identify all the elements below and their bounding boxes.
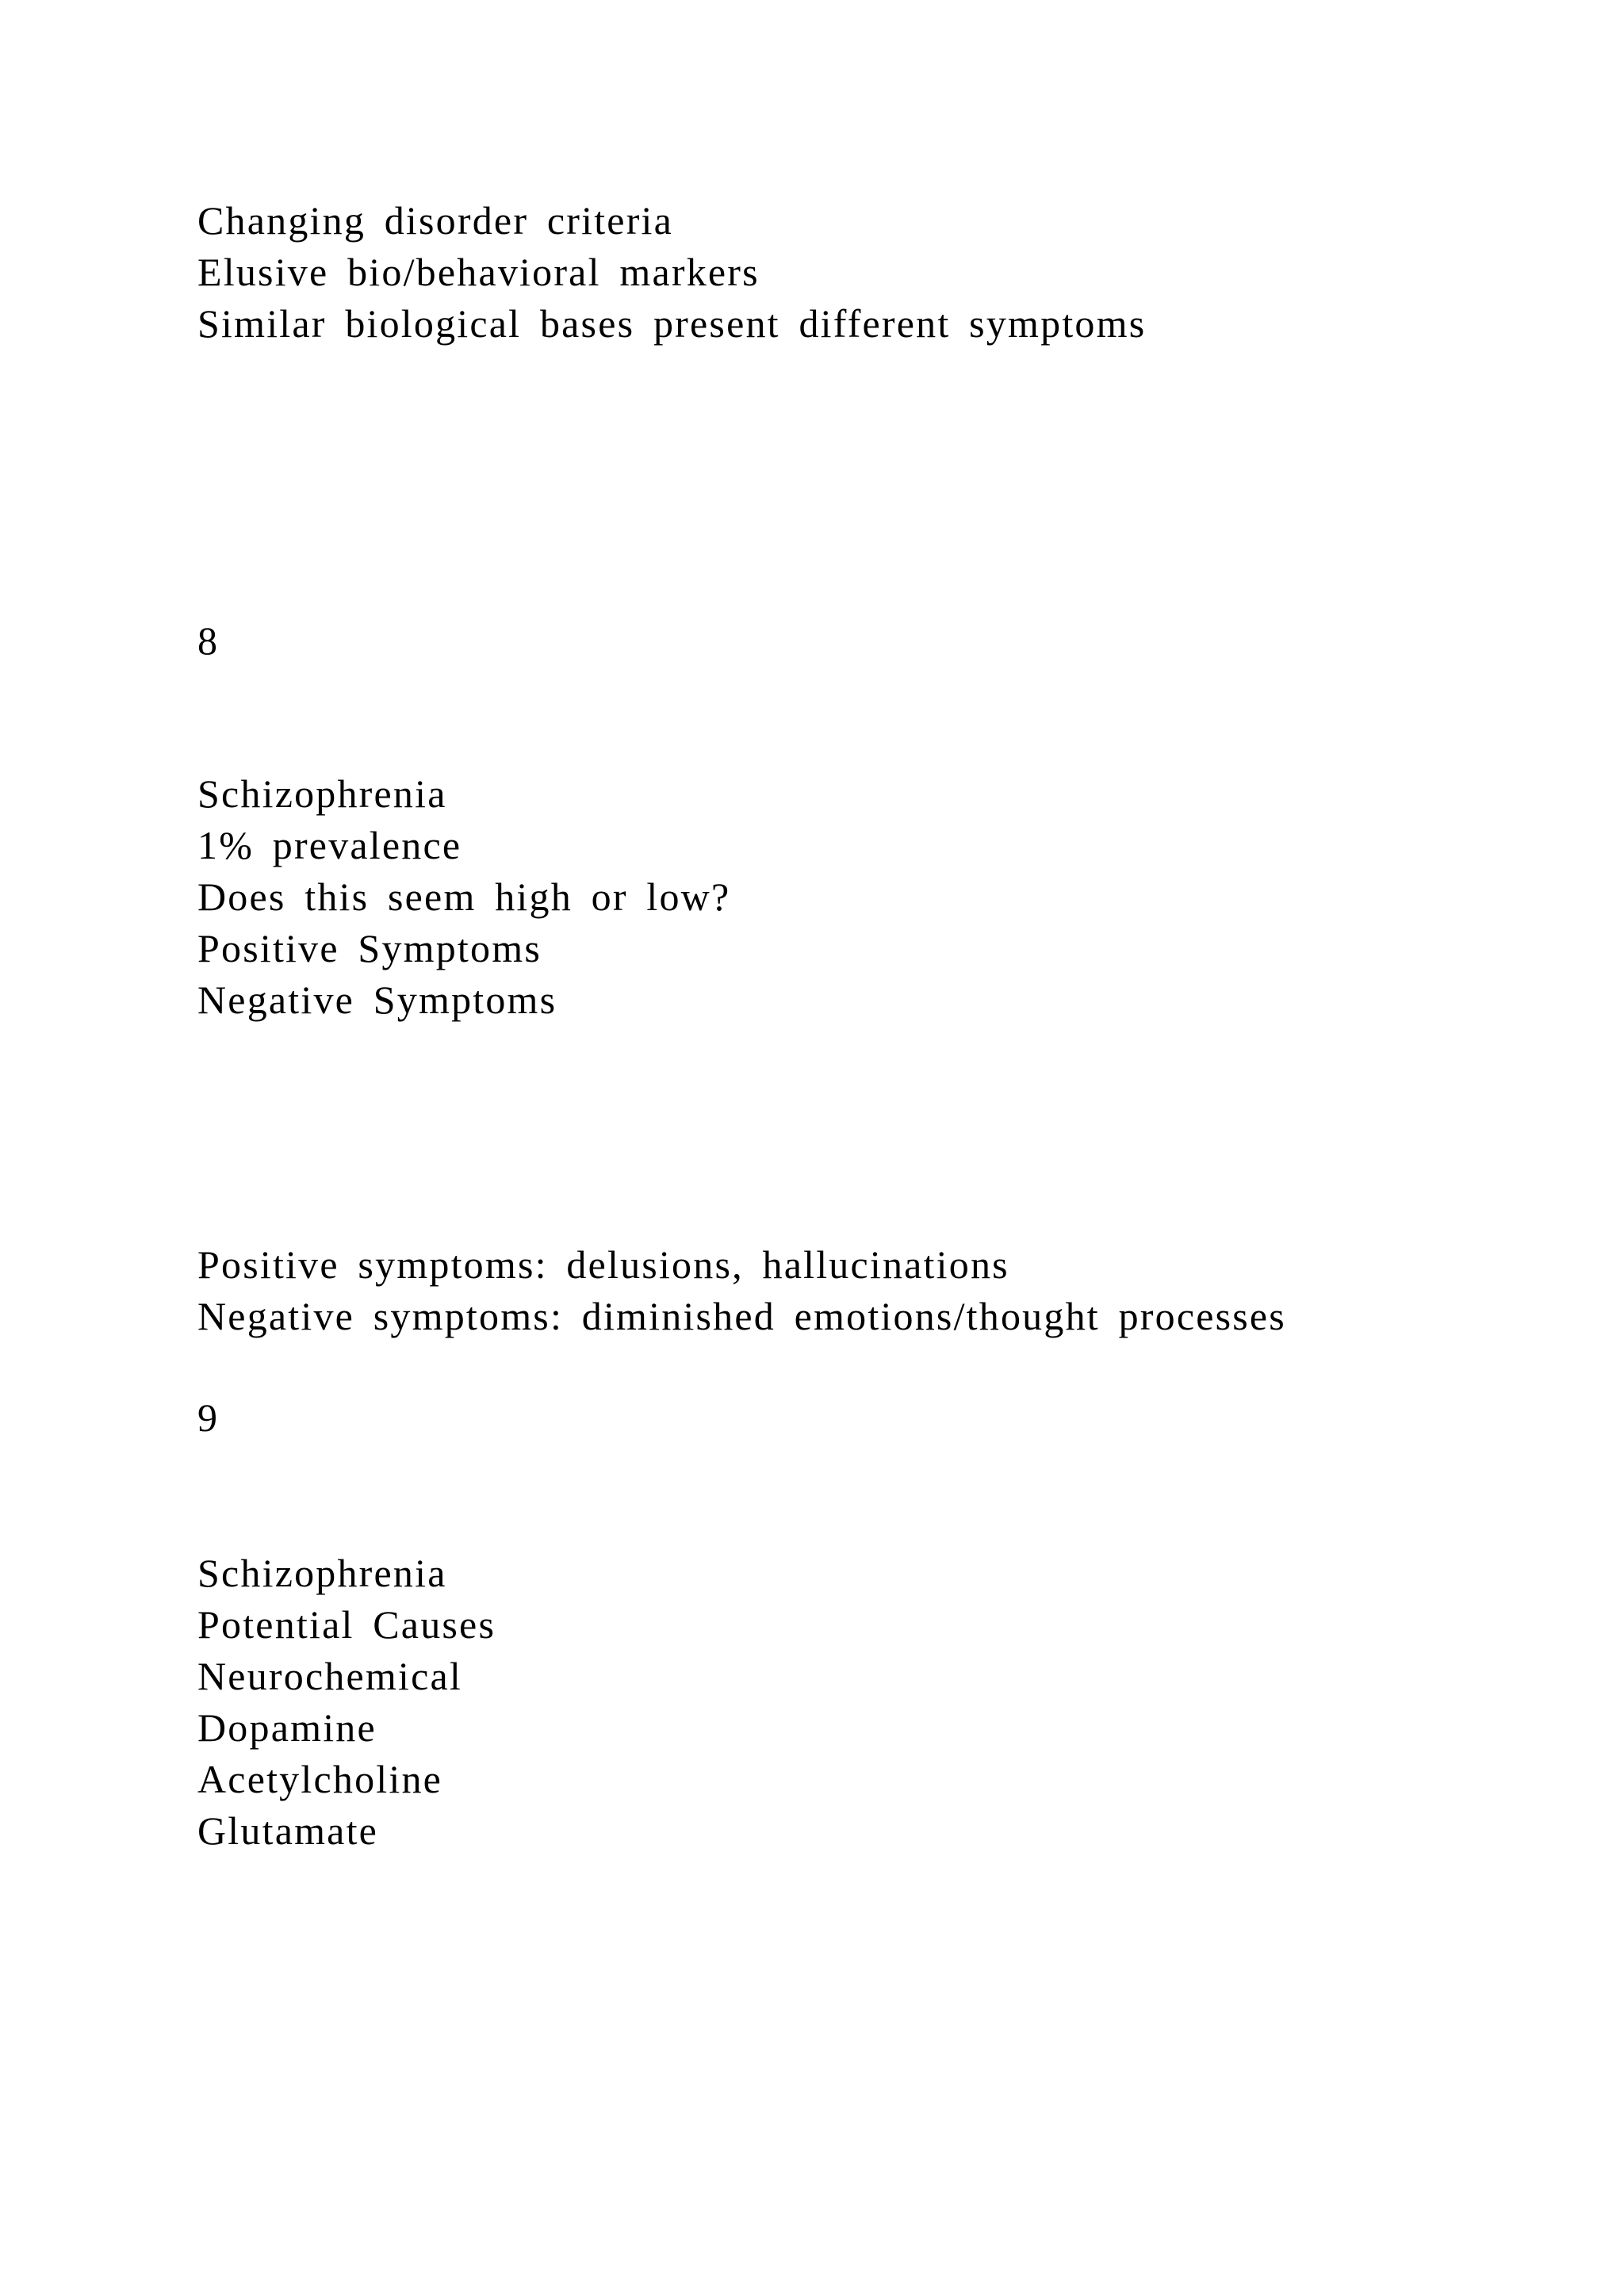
text-line: Does this seem high or low? [197,874,731,919]
text-line: Changing disorder criteria [197,198,674,243]
text-line: Elusive bio/behavioral markers [197,250,760,294]
page-number-block [197,1392,219,1444]
slide-text-block [197,1548,496,1857]
text-line: Neurochemical [197,1654,462,1698]
page-number: 8 [197,618,220,663]
text-line: Positive symptoms: delusions, hallucinations [197,1242,1009,1287]
notes-block [197,1239,1286,1342]
text-line: Acetylcholine [197,1757,443,1801]
text-line: Similar biological bases present different symptoms [197,301,1147,346]
slide-title: Schizophrenia [197,1551,447,1595]
text-line: Glutamate [197,1808,379,1853]
slide-text-block [197,768,730,1026]
page-number: 9 [197,1395,220,1440]
text-line: Negative symptoms: diminished emotions/thought processes [197,1294,1286,1338]
notes-block [197,195,1146,350]
text-line: Positive Symptoms [197,926,542,970]
text-line: Dopamine [197,1705,377,1750]
text-line: Potential Causes [197,1602,496,1647]
text-line: 1% prevalence [197,823,462,867]
text-line: Negative Symptoms [197,978,557,1022]
slide-title: Schizophrenia [197,771,447,816]
page-number-block [197,615,219,667]
